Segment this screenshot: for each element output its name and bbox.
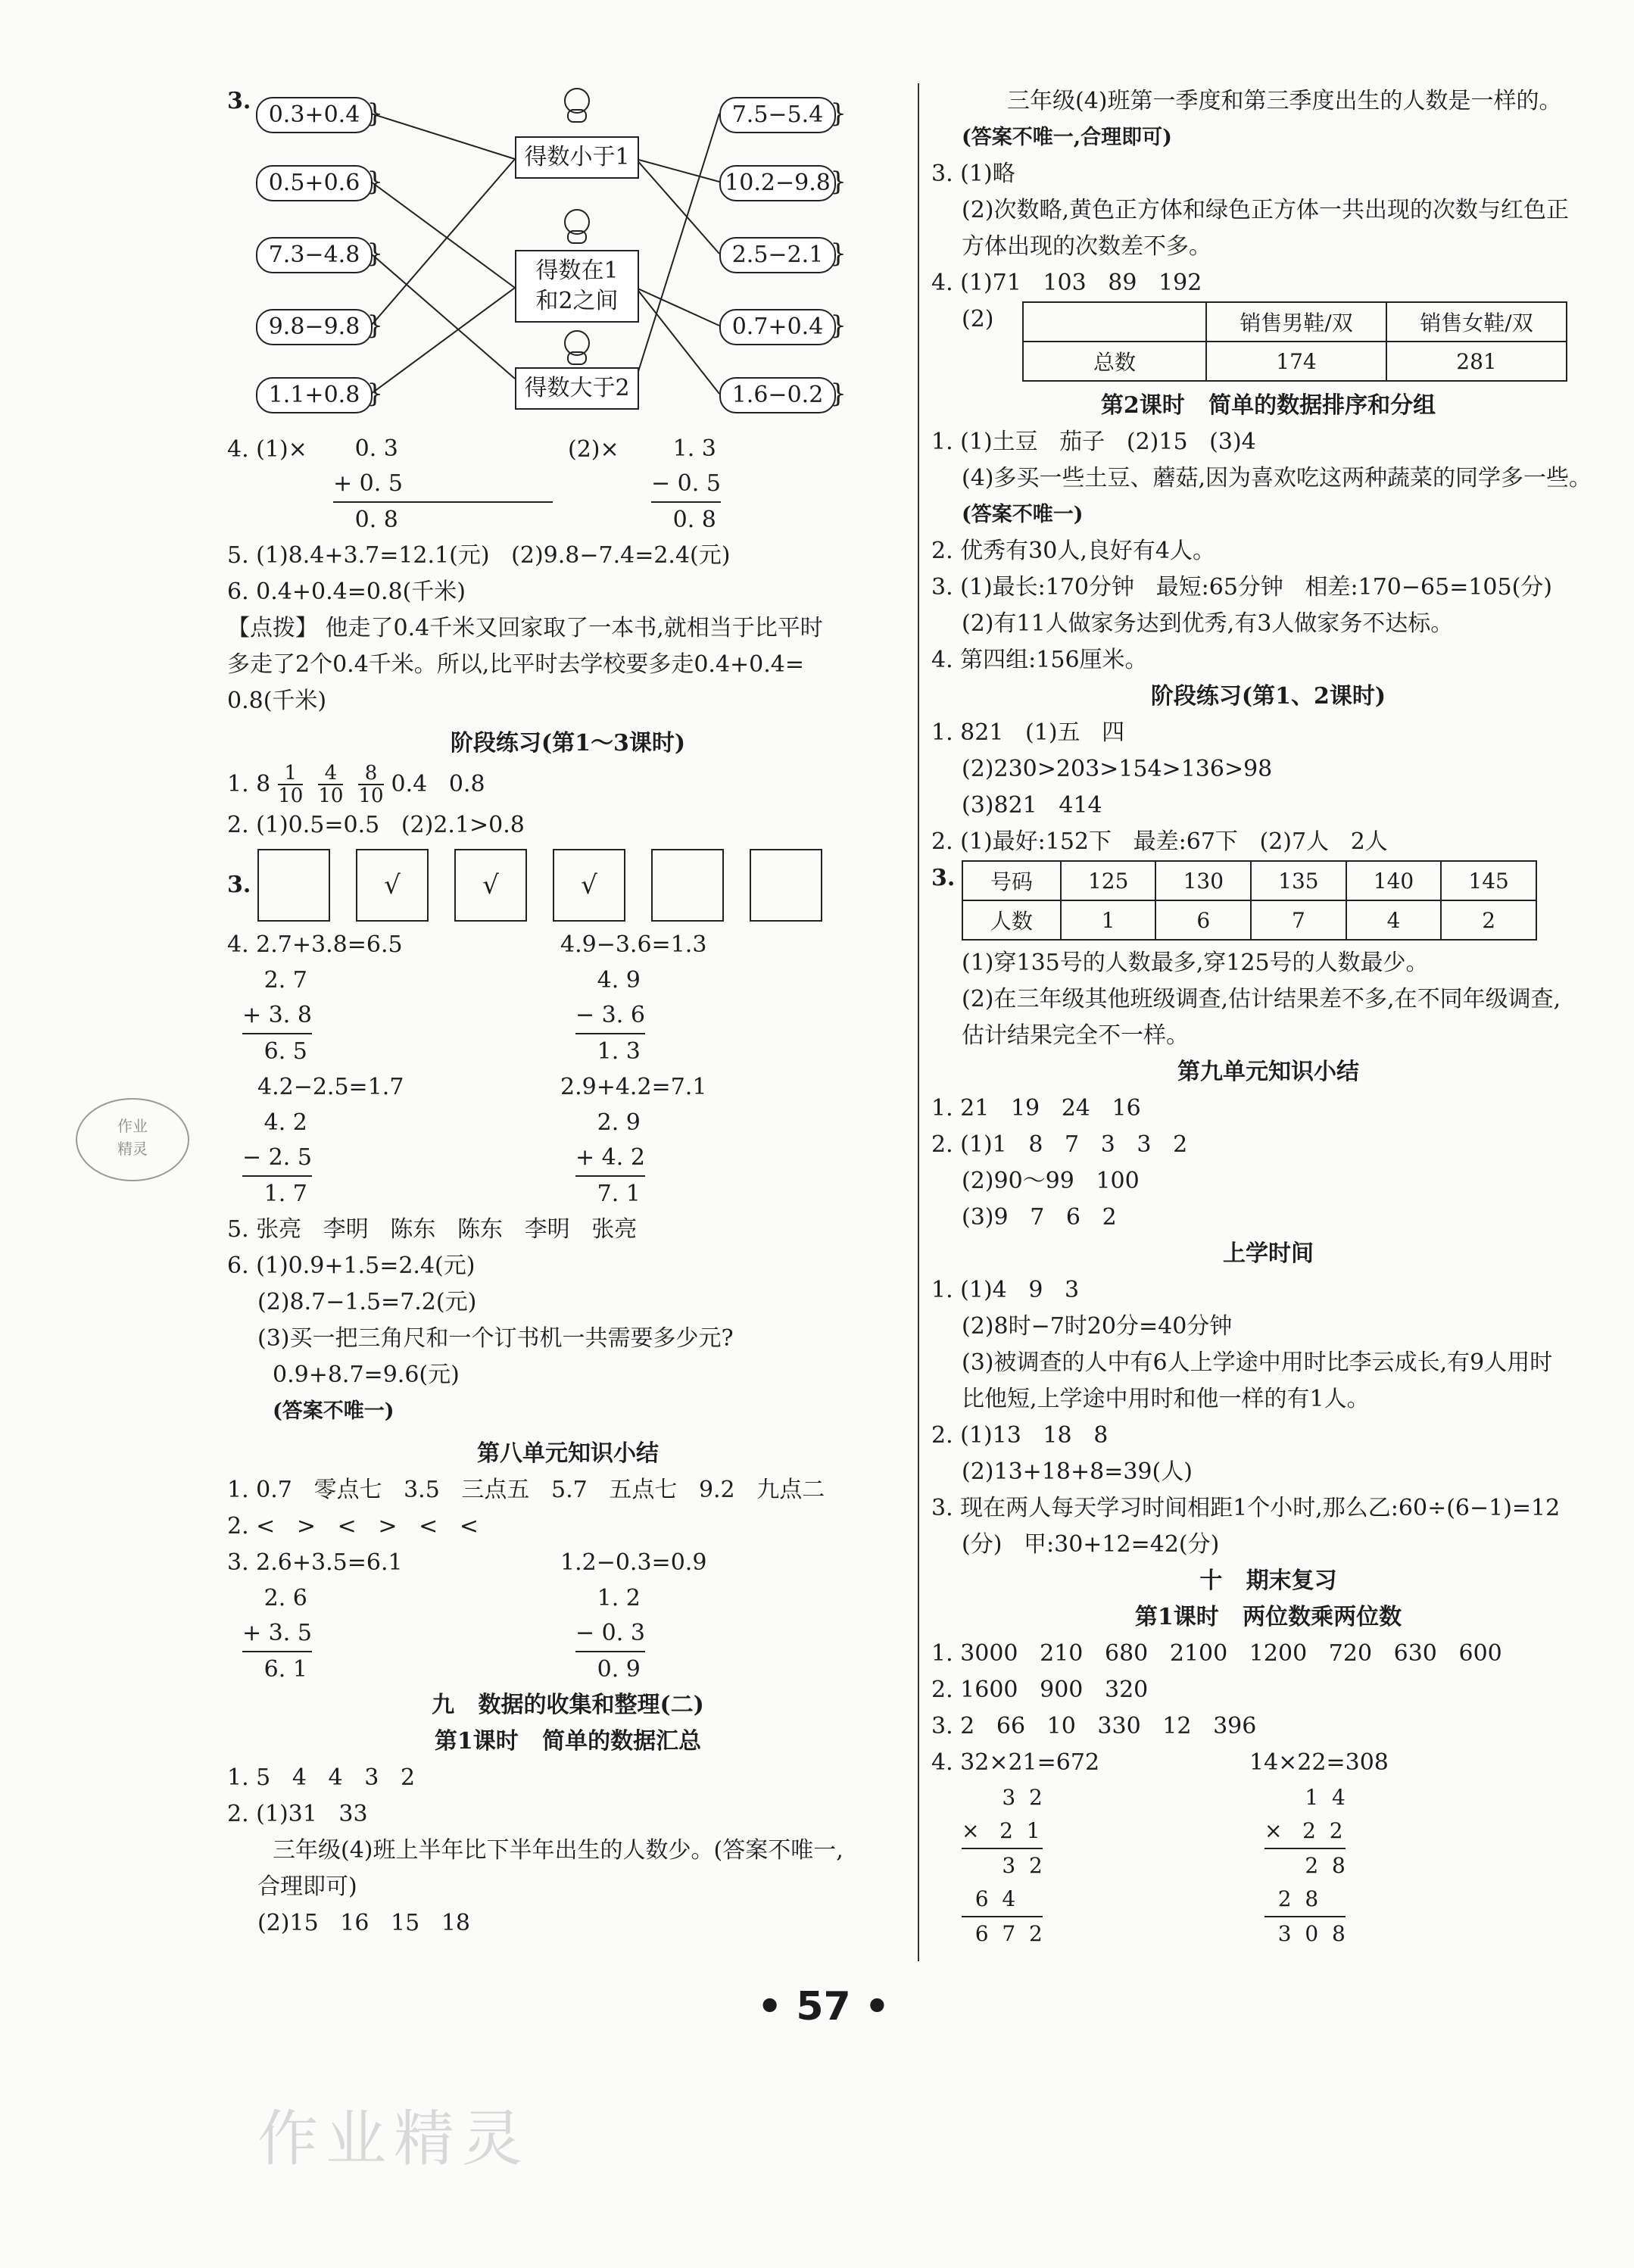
category-box: 得数小于1 [515,136,639,179]
section-heading: 九 数据的收集和整理(二) [432,1692,704,1718]
stage-q4-row1: 4. 2.7+3.8=6.5 2. 7 + 3. 8 6. 5 4.9−3.6=1.3 4. 9 − 3. 6 1. 3 [227,927,909,1069]
lesson-heading: 第1课时 简单的数据汇总 [434,1728,702,1755]
left-expression: 0.5+0.6 } [256,165,373,201]
vertical-calc: 2. 9 + 4. 2 7. 1 [575,1109,645,1207]
stage-q3: 3. √ √ √ [227,844,909,927]
right-expression: 2.5−2.1 } [719,237,836,273]
vertical-calc: 0. 3 + 0. 5 0. 8 [333,432,553,538]
puppy-icon [558,204,593,242]
stage-q2: 2. (1)0.5=0.5 (2)2.1>0.8 [227,812,525,838]
right-expression: 10.2−9.8 } [719,165,836,201]
left-expression: 7.3−4.8 } [256,237,373,273]
section-heading: 十 期末复习 [1199,1568,1337,1594]
answer-box [750,849,822,922]
shoe-size-table: 号码 125 130 135 140 145 人数 1 6 7 4 2 [962,860,1537,941]
hint-line: 多走了2个0.4千米。所以,比平时去学校要多走0.4+0.4= [227,651,805,678]
multiply-question: 4. 32×21=672 3 2 × 2 1 3 2 6 4 6 7 2 14×22=308 1 4 × 2 2 2 8 2 8 3 0 8 [931,1745,1605,1951]
q4-part2: (2)× [568,436,619,463]
lesson-heading: 第1课时 两位数乘两位数 [1134,1604,1402,1630]
vertical-calc: 3 2 × 2 1 3 2 6 4 6 7 2 [962,1785,1043,1946]
vertical-calc: 2. 6 + 3. 5 6. 1 [242,1585,312,1683]
section-heading: 上学时间 [1223,1240,1314,1267]
hint-line: 0.8(千米) [227,688,327,714]
shoe-sales-table: 销售男鞋/双 销售女鞋/双 总数 174 281 [1022,301,1567,382]
hint-line: 【点拨】 他走了0.4千米又回家取了一本书,就相当于比平时 [227,615,823,641]
puppy-icon [558,326,593,363]
matching-diagram [227,83,909,432]
page-number: • 57 • [757,1984,890,2029]
stage-q5: 5. 张亮 李明 陈东 陈东 李明 张亮 [227,1216,638,1243]
unit8-q3: 3. 2.6+3.5=6.1 2. 6 + 3. 5 6. 1 1.2−0.3=0.9 1. 2 − 0. 3 0. 9 [227,1545,909,1687]
lesson-heading: 第2课时 简单的数据排序和分组 [1100,392,1436,419]
section-heading: 阶段练习(第1～3课时) [450,730,686,757]
stage-q4-row2: 4.2−2.5=1.7 4. 2 − 2. 5 1. 7 2.9+4.2=7.1 2. 9 + 4. 2 7. 1 [227,1069,909,1212]
shoe-question: (2) 销售男鞋/双 销售女鞋/双 总数 174 281 [931,301,1605,382]
right-expression: 7.5−5.4 } [719,97,836,133]
answer-box [257,849,330,922]
category-box: 得数在1 和2之间 [515,250,639,323]
section-heading: 第八单元知识小结 [477,1440,659,1467]
answer-box [651,849,724,922]
vertical-calc: 4. 2 − 2. 5 1. 7 [242,1109,312,1207]
left-expression: 9.8−9.8 } [256,309,373,345]
question-6: 6. 0.4+0.4=0.8(千米) [227,579,466,605]
size-question: 3. 号码 125 130 135 140 145 人数 1 6 7 4 2 [931,860,1605,941]
section-heading: 阶段练习(第1、2课时) [1150,683,1386,710]
left-column: 3. 0.3+0.4 } 0.5+0.6 } 7.3−4.8 } 9.8−9.8 } 1.1+0.8 } 得数小于1 得数在1 和2之间 得数大于2 7.5−5.4 } 10.2−9.8 } 2.5−2.1 } 0.7+0.4 } 1.6−0.2 } 4. (1)× 0. 3 + 0. 5 0. 8 (2)× 1. 3 − 0. 5 0. 8 5. (1)8.4+3.7=12.1(元) (2)9.8−7.4=2.4(元) 6. 0.4+0.4=0.8(千米) 【点拨】 他走了0.4千米又回家取了一本书,就相当于比平时 多走了2个0.4千米。所以,比平时去学校要多走0.4+0.4= 0.8(千米) 阶段练习(第1～3课时) 1. 8 $\frac{1}{10}$ $\frac{4}{10}$ $\frac{8}{10}$ 0.4 0.8 2. (1)0.5=0.5 (2)2.1>0.8 3. √ √ √ 4. 2.7+3.8=6.5 2. 7 + 3. 8 6. 5 4.9−3.6=1.3 4. 9 − 3. 6 1. 3 4.2−2.5=1.7 4. 2 − 2. 5 1. 7 2.9+4.2=7.1 2. 9 + 4. 2 7. 1 5. 张亮 李明 陈东 陈东 李明 张亮 6. (1)0.9+1.5=2.4(元) (2)8.7−1.5=7.2(元) (3)买一把三角尺和一个订书机一共需要多少元? 0.9+8.7=9.6(元) (答案不唯一) 第八单元知识小结 1. 0.7 零点七 3.5 三点五 5.7 五点七 9.2 九点二 2. < > < > < < 3. 2.6+3.5=6.1 2. 6 + 3. 5 6. 1 1.2−0.3=0.9 1. 2 − 0. 3 0. 9 九 数据的收集和整理(二) 第1课时 简单的数据汇总 1. 5 4 4 3 2 2. (1)31 33 三年级(4)班上半年比下半年出生的人数少。(答案不唯一, 合理即可) (2)15 16 15 18 [227,83,909,1942]
question-4-block [227,432,909,538]
category-box: 得数大于2 [515,367,639,410]
vertical-calc: 1. 3 − 0. 5 0. 8 [651,435,721,533]
vertical-calc: 2. 7 + 3. 8 6. 5 [242,967,312,1065]
vertical-calc: 4. 9 − 3. 6 1. 3 [575,967,645,1065]
fraction: $\frac{4}{10}$ [318,762,344,807]
stage-q1: 1. 8 $\frac{1}{10}$ $\frac{4}{10}$ $\frac{8}{10}$ 0.4 0.8 [227,762,485,807]
logo-stamp: 作业 精灵 [76,1098,189,1181]
left-expression: 0.3+0.4 } [256,97,373,133]
right-column: 三年级(4)班第一季度和第三季度出生的人数是一样的。 (答案不唯一,合理即可) 3. (1)略 (2)次数略,黄色正方体和绿色正方体一共出现的次数与红色正 方体出现的次数差不多。 4. (1)71 103 89 192 (2) 销售男鞋/双 销售女鞋/双 总数 174 281 第2课时 简单的数据排序和分组 1. (1)土豆 茄子 (2)15 (3)4 (4)多买一些土豆、蘑菇,因为喜欢吃这两种蔬菜的同学多一些。 (答案不唯一) 2. 优秀有30人,良好有4人。 3. (1)最长:170分钟 最短:65分钟 相差:170−65=105(分) (2)有11人做家务达到优秀,有3人做家务不达标。 4. 第四组:156厘米。 阶段练习(第1、2课时) 1. 821 (1)五 四 (2)230>203>154>136>98 (3)821 414 2. (1)最好:152下 最差:67下 (2)7人 2人 3. 号码 125 130 135 140 145 人数 1 6 7 4 2 (1)穿135号的人数最多,穿125号的人数最少。 (2)在三年级其他班级调查,估计结果差不多,在不同年级调查, 估计结果完全不一样。 第九单元知识小结 1. 21 19 24 16 2. (1)1 8 7 3 3 2 (2)90～99 100 (3)9 7 6 2 上学时间 1. (1)4 9 3 (2)8时−7时20分=40分钟 (3)被调查的人中有6人上学途中用时比李云成长,有9人用时 比他短,上学途中用时和他一样的有1人。 2. (1)13 18 8 (2)13+18+8=39(人) 3. 现在两人每天学习时间相距1个小时,那么乙:60÷(6−1)=12 (分) 甲:30+12=42(分) 十 期末复习 第1课时 两位数乘两位数 1. 3000 210 680 2100 1200 720 630 600 2. 1600 900 320 3. 2 66 10 330 12 396 4. 32×21=672 3 2 × 2 1 3 2 6 4 6 7 2 14×22=308 1 4 × 2 2 2 8 2 8 3 0 8 [931,83,1605,1951]
fraction: $\frac{1}{10}$ [278,762,304,807]
vertical-calc: 1 4 × 2 2 2 8 2 8 3 0 8 [1264,1785,1346,1946]
left-expression: 1.1+0.8 } [256,377,373,413]
q4-part1: 4. (1)× [227,436,307,463]
vertical-calc: 1. 2 − 0. 3 0. 9 [575,1585,645,1683]
section-heading: 第九单元知识小结 [1177,1059,1359,1085]
fraction: $\frac{8}{10}$ [358,762,384,807]
puppy-icon [558,83,593,121]
question-3-label: 3. [227,88,251,114]
stage-q6: 6. (1)0.9+1.5=2.4(元) [227,1253,476,1279]
right-expression: 0.7+0.4 } [719,309,836,345]
answer-box: √ [356,849,429,922]
right-expression: 1.6−0.2 } [719,377,836,413]
answer-box: √ [553,849,625,922]
question-5: 5. (1)8.4+3.7=12.1(元) (2)9.8−7.4=2.4(元) [227,542,731,569]
column-divider [918,83,919,1961]
watermark: 作业精灵 [257,2104,530,2174]
answer-box: √ [454,849,527,922]
